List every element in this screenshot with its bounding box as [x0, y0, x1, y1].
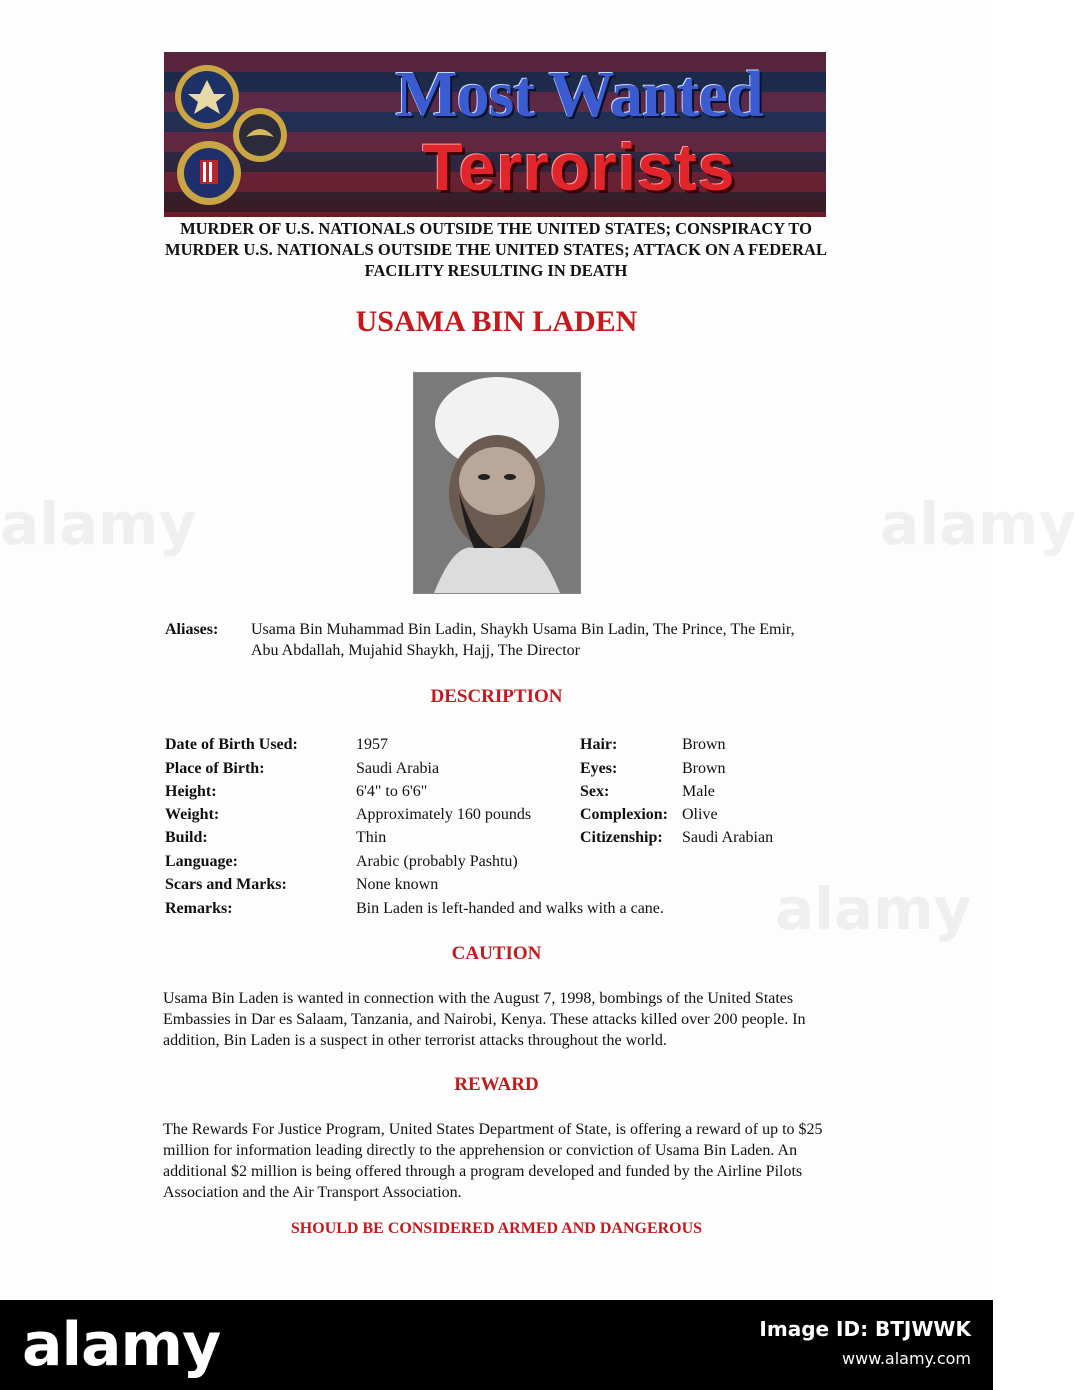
aliases-label: Aliases: [165, 621, 219, 638]
charges-text: MURDER OF U.S. NATIONALS OUTSIDE THE UNITED STATES; CONSPIRACY TO MURDER U.S. NATIONALS OUTSIDE THE UNITED STATES; ATTACK ON A FEDERAL FACILITY RESULTING IN DEATH [165, 219, 827, 280]
justice-department-seal-icon [232, 107, 288, 163]
banner-title-terrorists: Terrorists [422, 130, 736, 204]
height-value: 6'4" to 6'6" [356, 783, 428, 800]
complexion-value: Olive [682, 806, 718, 823]
language-label: Language: [165, 853, 238, 870]
footer-info [759, 1314, 971, 1374]
dob-value: 1957 [356, 736, 388, 753]
sex-value: Male [682, 783, 715, 800]
remarks-value: Bin Laden is left-handed and walks with a cane. [356, 900, 664, 917]
most-wanted-banner [164, 52, 826, 217]
watermark-left: alamy [0, 490, 197, 558]
build-value: Thin [356, 829, 387, 846]
watermark-right: alamy [880, 490, 1076, 558]
weight-label: Weight: [165, 806, 220, 823]
dob-label: Date of Birth Used: [165, 736, 298, 753]
alamy-logo: alamy [22, 1310, 221, 1380]
scars-value: None known [356, 876, 439, 893]
stock-footer [0, 1300, 993, 1390]
citizenship-label: Citizenship: [580, 829, 663, 846]
sex-label: Sex: [580, 783, 610, 800]
aliases-text: Usama Bin Muhammad Bin Ladin, Shaykh Usama Bin Ladin, The Prince, The Emir, Abu Abdallah, Mujahid Shaykh, Hajj, The Director [251, 621, 795, 659]
caution-heading: CAUTION [451, 943, 542, 964]
state-department-seal-icon [174, 64, 240, 130]
reward-heading: REWARD [454, 1074, 539, 1095]
caution-text: Usama Bin Laden is wanted in connection with the August 7, 1998, bombings of the United States Embassies in Dar es Salaam, Tanzania, and Nairobi, Kenya. These attacks killed over 200 people. In addition, Bin Laden is a suspect in other terrorist attacks throughout the world. [163, 990, 806, 1049]
weight-value: Approximately 160 pounds [356, 806, 532, 823]
birthplace-label: Place of Birth: [165, 760, 265, 777]
scars-label: Scars and Marks: [165, 876, 287, 893]
subject-name: USAMA BIN LADEN [355, 305, 638, 338]
hair-label: Hair: [580, 736, 618, 753]
fbi-seal-icon [176, 140, 242, 206]
description-heading: DESCRIPTION [430, 686, 563, 707]
remarks-label: Remarks: [165, 900, 233, 917]
subject-photo [413, 372, 581, 594]
portrait-image [414, 373, 580, 593]
banner-title-most-wanted: Most Wanted [395, 58, 763, 131]
eyes-label: Eyes: [580, 760, 618, 777]
armed-dangerous-warning: SHOULD BE CONSIDERED ARMED AND DANGEROUS [290, 1220, 703, 1237]
reward-text: The Rewards For Justice Program, United States Department of State, is offering a reward of up to $25 million for information leading directly to the apprehension or conviction of Usama Bin Laden. An additional $2 million is being offered through a program developed and funded by the Airline Pilots Association and the Air Transport Association. [163, 1121, 823, 1201]
site-url[interactable]: www.alamy.com [842, 1349, 971, 1368]
hair-value: Brown [682, 736, 726, 753]
birthplace-value: Saudi Arabia [356, 760, 440, 777]
eyes-value: Brown [682, 760, 726, 777]
complexion-label: Complexion: [580, 806, 668, 823]
image-id: Image ID: BTJWWK [759, 1317, 971, 1341]
watermark-mid: alamy [775, 875, 972, 943]
citizenship-value: Saudi Arabian [682, 829, 774, 846]
build-label: Build: [165, 829, 208, 846]
height-label: Height: [165, 783, 217, 800]
language-value: Arabic (probably Pashtu) [356, 853, 518, 870]
